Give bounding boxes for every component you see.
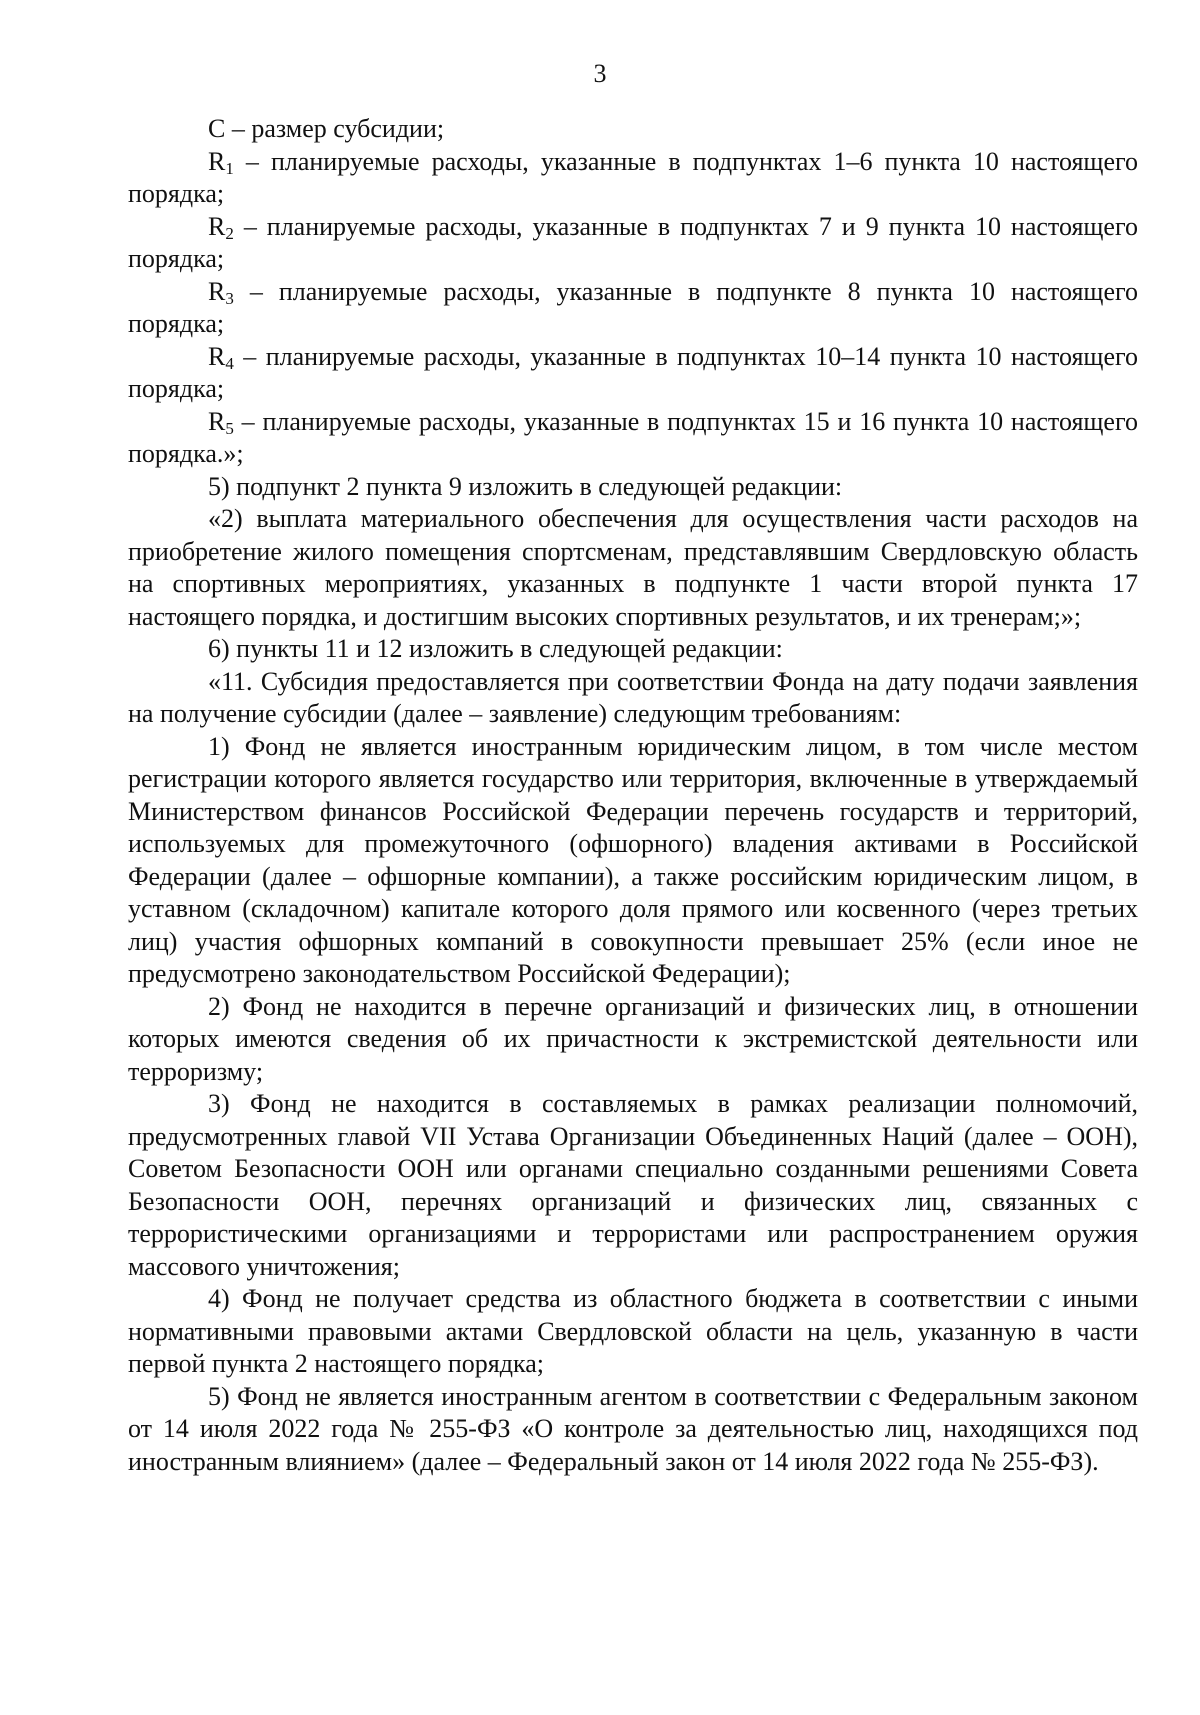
paragraph-text: – планируемые расходы, указанные в подпункте 8 пункта 10 настоящего порядка; <box>128 276 1138 338</box>
page-number: 3 <box>593 59 607 88</box>
paragraph-c-definition <box>128 113 1138 146</box>
paragraph-r3-definition <box>128 276 1138 341</box>
variable-symbol: R <box>208 146 226 176</box>
paragraph-requirement-4: 4) Фонд не получает средства из областного бюджета в соответствии с иными нормативными правовыми актами Свердловской области на цель, указанную в части первой пункта 2 настоящего порядка; <box>128 1284 1138 1378</box>
paragraph-requirement-3: 3) Фонд не находится в составляемых в рамках реализации полномочий, предусмотренных главой VII Устава Организации Объединенных Наций (далее – ООН), Советом Безопасности ООН или органами специально созданными решениями Совета Безопасности ООН, перечнях организаций и физических лиц, связанных с террористическими организациями и террористами или распространением оружия массового уничтожения; <box>128 1089 1138 1281</box>
paragraph-text: – планируемые расходы, указанные в подпунктах 10–14 пункта 10 настоящего порядка; <box>128 341 1138 403</box>
paragraph-text: – планируемые расходы, указанные в подпунктах 7 и 9 пункта 10 настоящего порядка; <box>128 211 1138 273</box>
variable-symbol: R <box>208 276 226 306</box>
paragraph-requirement-2: 2) Фонд не находится в перечне организаций и физических лиц, в отношении которых имеются сведения об их причастности к экстремистской деятельности или терроризму; <box>128 991 1138 1086</box>
paragraph-text: – планируемые расходы, указанные в подпунктах 15 и 16 пункта 10 настоящего порядка.»; <box>128 406 1138 468</box>
paragraph-subitem-2-text: «2) выплата материального обеспечения для осуществления части расходов на приобретение жилого помещения спортсменам, представлявшим Свердловскую область на спортивных мероприятиях, указанных в подпункте 1 части второй пункта 17 настоящего порядка, и достигшим высоких спортивных результатов, и их тренерам;»; <box>128 504 1138 631</box>
paragraph-r2-definition <box>128 211 1138 276</box>
paragraph-text: С – размер субсидии; <box>208 114 445 143</box>
paragraph-requirement-5: 5) Фонд не является иностранным агентом в соответствии с Федеральным законом от 14 июля 2022 года № 255-ФЗ «О контроле за деятельностью лиц, находящихся под иностранным влиянием» (далее – Федеральный закон от 14 июля 2022 года № 255-ФЗ). <box>128 1381 1138 1476</box>
paragraph-r1-definition <box>128 146 1138 211</box>
paragraph-requirement-1: 1) Фонд не является иностранным юридическим лицом, в том числе местом регистрации которого является государство или территория, включенные в утверждаемый Министерством финансов Российской Федерации перечень государств и территорий, используемых для промежуточного (офшорного) владения активами в Российской Федерации (далее – офшорные компании), а также российским юридическим лицом, в уставном (складочном) капитале которого доля прямого или косвенного (через третьих лиц) участия офшорных компаний в совокупности превышает 25% (если иное не предусмотрено законодательством Российской Федерации); <box>128 731 1138 988</box>
paragraph-text: – планируемые расходы, указанные в подпунктах 1–6 пункта 10 настоящего порядка; <box>128 146 1138 208</box>
paragraph-item-11: «11. Субсидия предоставляется при соответствии Фонда на дату подачи заявления на получение субсидии (далее – заявление) следующим требованиям: <box>128 666 1138 728</box>
variable-subscript: 4 <box>225 353 234 373</box>
variable-symbol: R <box>208 406 226 436</box>
document-body <box>128 113 1138 1478</box>
paragraph-r4-definition <box>128 341 1138 406</box>
variable-subscript: 3 <box>225 288 234 308</box>
variable-subscript: 5 <box>225 418 234 438</box>
variable-subscript: 2 <box>225 223 234 243</box>
paragraph-amendment-6: 6) пункты 11 и 12 изложить в следующей редакции: <box>208 634 783 663</box>
paragraph-amendment-5: 5) подпункт 2 пункта 9 изложить в следующей редакции: <box>208 471 843 501</box>
variable-symbol: R <box>208 341 226 371</box>
variable-symbol: R <box>208 211 226 241</box>
paragraph-r5-definition <box>128 406 1138 471</box>
variable-subscript: 1 <box>225 158 234 178</box>
